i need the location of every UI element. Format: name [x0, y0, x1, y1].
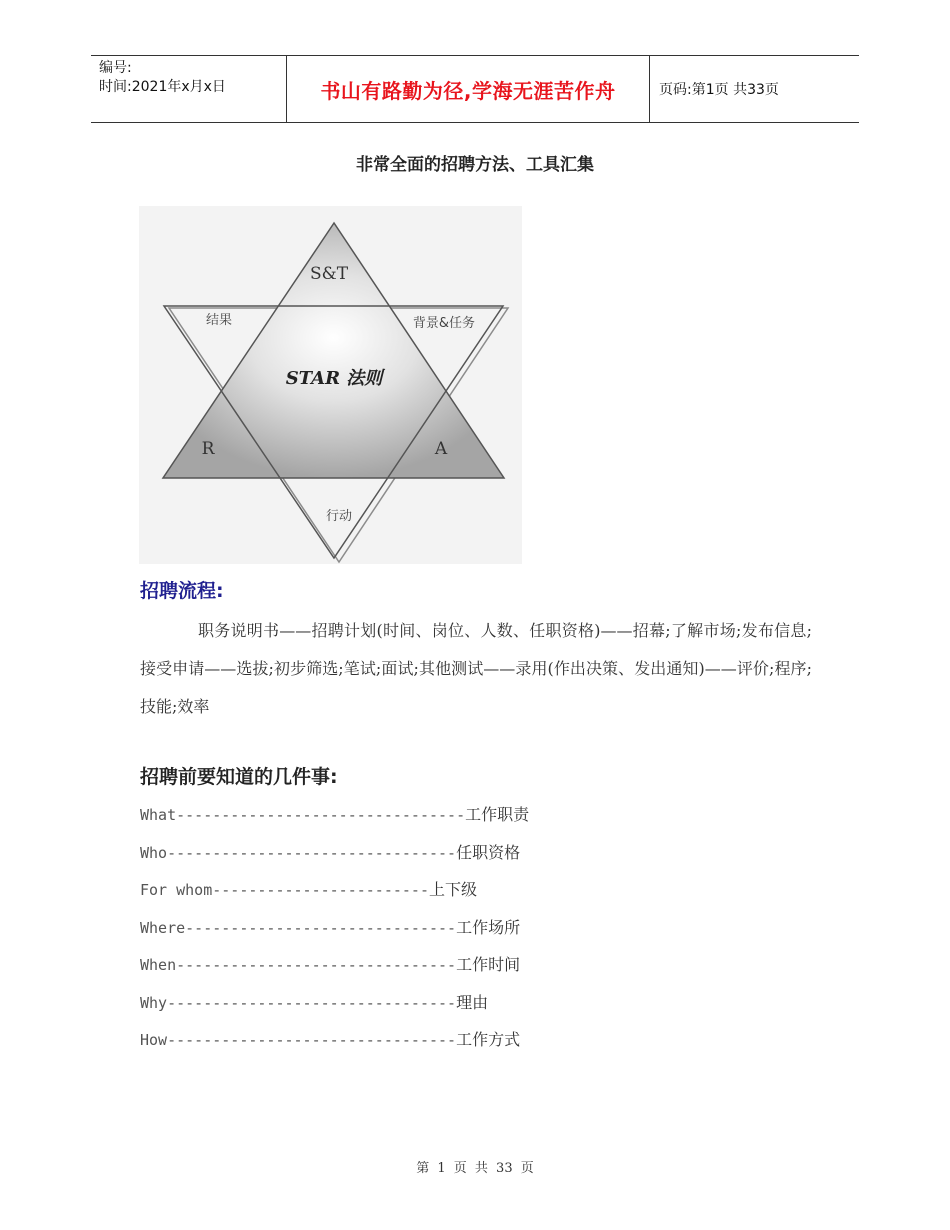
star-diagram-svg [139, 206, 522, 564]
list-item [140, 950, 529, 988]
list-item-dashes: ------------------------------- [176, 956, 457, 974]
list-item-en: When [140, 956, 177, 974]
list-item [140, 988, 529, 1026]
list-item [140, 1025, 529, 1063]
section-recruitment-process-heading: 招聘流程: [140, 580, 224, 602]
label-background-task: 背景&任务 [412, 316, 476, 331]
things-to-know-list [140, 800, 529, 1063]
page-header [91, 55, 859, 123]
section-things-to-know-heading: 招聘前要知道的几件事: [140, 766, 338, 788]
list-item-cn: 工作职责 [465, 805, 530, 824]
label-st: S&T [309, 264, 349, 284]
list-item-cn: 工作时间 [456, 955, 521, 974]
page-footer: 第 1 页 共 33 页 [416, 1161, 534, 1176]
list-item [140, 913, 529, 951]
star-method-diagram [139, 206, 522, 564]
list-item-dashes: -------------------------------- [167, 843, 457, 862]
list-item-en: For whom [140, 881, 213, 899]
list-item-cn: 工作方式 [456, 1030, 521, 1049]
serial-label: 编号: [99, 60, 132, 76]
label-a: A [434, 439, 448, 459]
list-item [140, 875, 529, 913]
list-item-dashes: -------------------------------- [167, 1031, 457, 1049]
list-item-cn: 工作场所 [456, 917, 521, 937]
time-label: 时间:2021年x月x日 [99, 79, 226, 95]
list-item [140, 838, 529, 876]
list-item-dashes: -------------------------------- [176, 806, 466, 824]
document-title: 非常全面的招聘方法、工具汇集 [356, 155, 594, 175]
list-item-en: What [140, 806, 177, 824]
list-item-dashes: ------------------------ [212, 881, 429, 899]
header-divider-right [649, 56, 650, 122]
list-item-cn: 任职资格 [456, 842, 521, 862]
list-item-dashes: ------------------------------ [185, 918, 457, 937]
label-action: 行动 [325, 509, 353, 524]
label-star-method: STAR 法则 [285, 368, 383, 389]
list-item-cn: 上下级 [429, 880, 478, 899]
label-r: R [201, 439, 215, 459]
list-item [140, 800, 529, 838]
header-page-info: 页码:第1页 共33页 [659, 82, 779, 98]
list-item-dashes: -------------------------------- [167, 993, 457, 1012]
recruitment-process-paragraph: 职务说明书——招聘计划(时间、岗位、人数、任职资格)——招幕;了解市场;发布信息;接受申请——选拔;初步筛选;笔试;面试;其他测试——录用(作出决策、发出通知)——评价;程序;技能;效率 [140, 621, 812, 716]
list-item-en: Who [140, 843, 168, 862]
list-item-en: How [140, 1031, 168, 1049]
list-item-cn: 理由 [456, 992, 489, 1012]
header-meta [99, 59, 226, 97]
list-item-en: Where [140, 918, 186, 937]
header-motto: 书山有路勤为径,学海无涯苦作舟 [320, 78, 616, 103]
label-result: 结果 [205, 313, 233, 328]
list-item-en: Why [140, 993, 168, 1012]
